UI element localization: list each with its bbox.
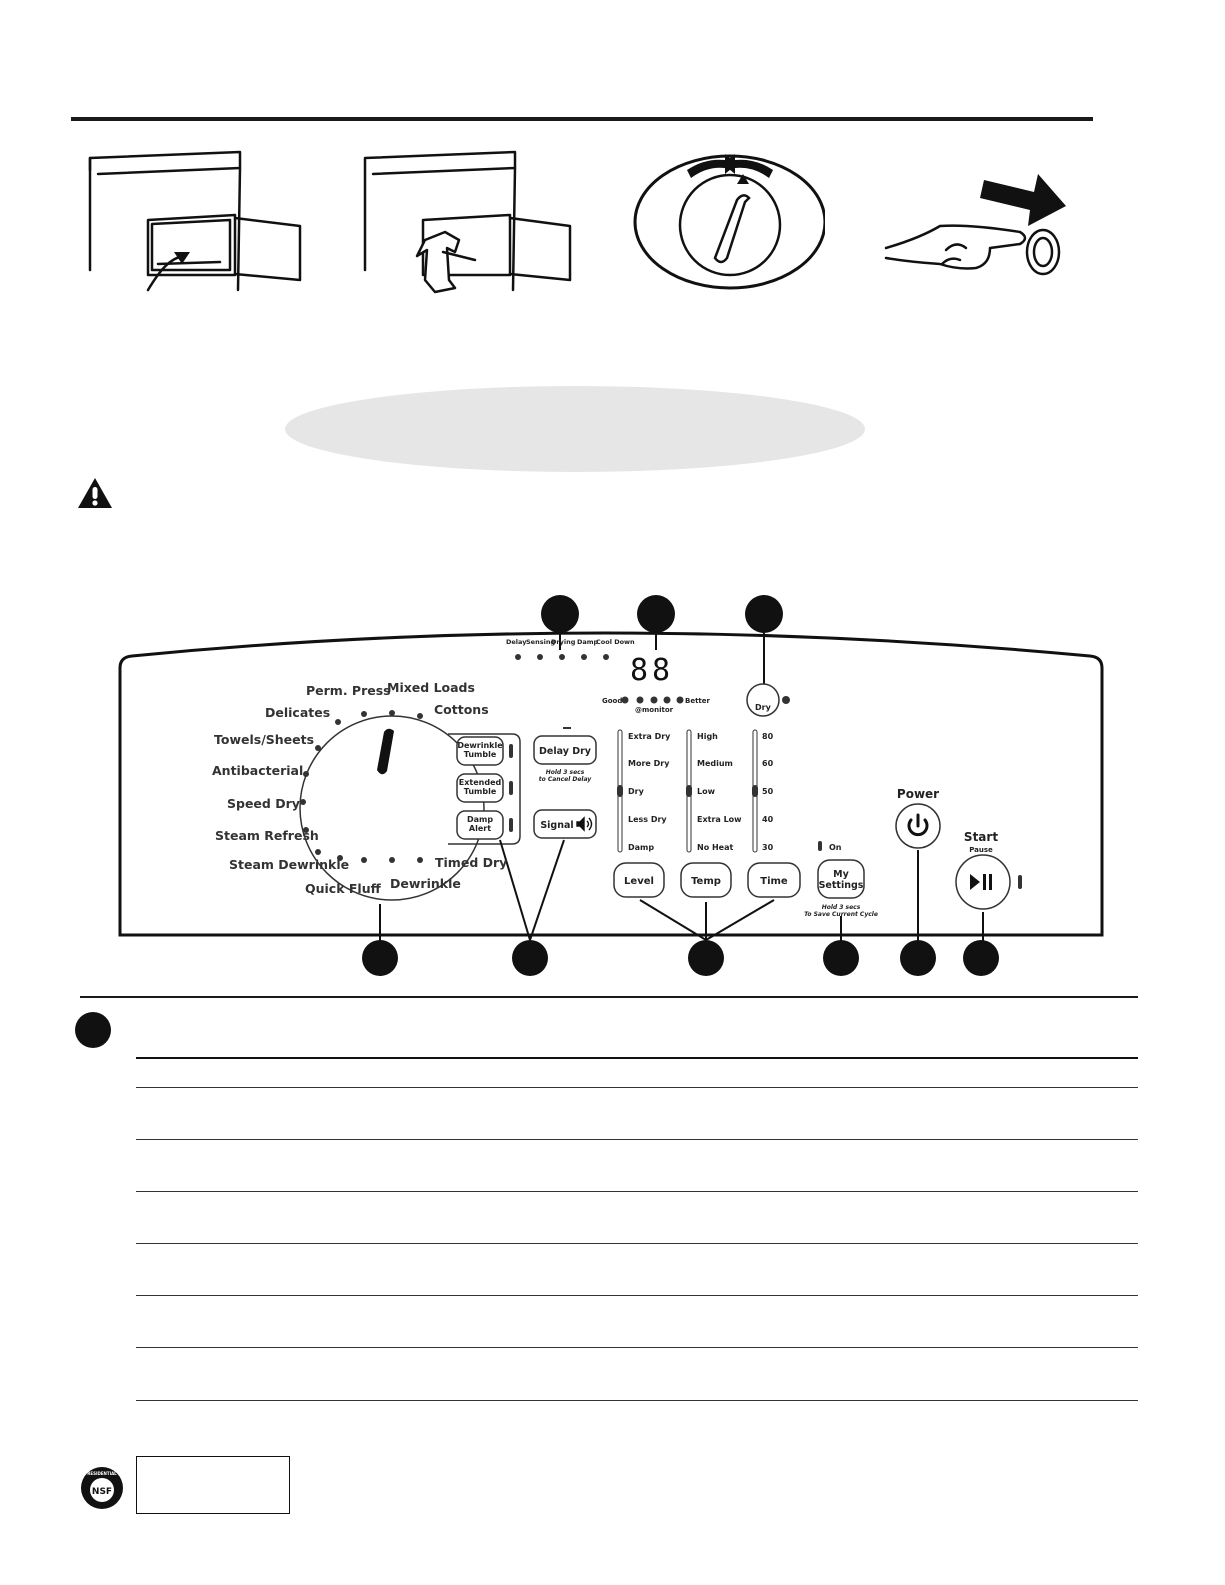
time-option: 60 [762,759,774,768]
time-option: 40 [762,815,774,824]
section-rule [80,996,1138,998]
monitor-label: @monitor [635,706,674,714]
power-label: Power [896,787,940,801]
my-settings-label: My [833,869,849,880]
cycle-timed-dry: Timed Dry [435,855,508,870]
level-option: Dry [628,787,644,796]
callout-marker [745,595,783,633]
level-button-label: Level [624,876,654,887]
table-row-rule [136,1139,1138,1140]
my-settings-note: Hold 3 secs [821,904,861,911]
temp-option: High [697,732,718,741]
table-row-rule [136,1400,1138,1401]
callout-marker [688,940,724,976]
start-label: Start [963,830,999,844]
digital-display: 88 [630,653,675,688]
cycle-cottons: Cottons [434,702,489,717]
svg-text:NSF: NSF [91,1487,113,1497]
status-label-sensing: Sensing [526,638,556,646]
temp-option: Medium [697,759,733,768]
extended-tumble-label: Tumble [463,787,497,796]
cycle-antibacterial: Antibacterial [212,763,304,778]
temp-option: Extra Low [697,815,742,824]
callout-marker [963,940,999,976]
damp-alert-label: Alert [468,824,492,833]
temp-option: Low [697,787,715,796]
status-label-delay: Delay [506,638,527,646]
cycle-towels-sheets: Towels/Sheets [214,732,315,747]
panel-outline [120,633,1102,935]
status-label-cool-down: Cool Down [596,638,635,646]
my-settings-note: To Save Current Cycle [804,911,878,918]
callout-marker [637,595,675,633]
cycle-steam-refresh: Steam Refresh [215,828,319,843]
time-button-label: Time [760,876,788,887]
cycle-steam-dewrinkle: Steam Dewrinkle [229,857,350,872]
svg-text:RESIDENTIAL: RESIDENTIAL [87,1471,117,1476]
delay-dry-note: to Cancel Delay [538,776,592,783]
status-label-damp: Damp [577,638,599,646]
extended-tumble-label: Extended [458,778,502,787]
pause-label: Pause [969,846,993,854]
status-label-drying: Drying [551,638,576,646]
temp-option: No Heat [697,843,734,852]
level-option: More Dry [628,759,670,768]
cycle-mixed-loads: Mixed Loads [387,680,475,695]
monitor-good-label: Good [602,697,623,705]
time-option: 80 [762,732,774,741]
delay-dry-label: Delay Dry [539,746,591,757]
callout-marker [75,1012,111,1048]
cycle-perm-press: Perm. Press [306,683,391,698]
callout-marker [512,940,548,976]
temp-button-label: Temp [691,876,721,887]
time-option: 30 [762,843,774,852]
level-option: Damp [628,843,655,852]
cycle-speed-dry: Speed Dry [227,796,300,811]
level-option: Extra Dry [628,732,671,741]
dewrinkle-tumble-label: Dewrinkle [457,741,503,750]
callout-marker [823,940,859,976]
cycle-quick-fluff: Quick Fluff [305,881,381,896]
cycle-dewrinkle: Dewrinkle [390,876,461,891]
my-settings-label: Settings [818,880,864,891]
table-row-rule [136,1347,1138,1348]
callout-marker [541,595,579,633]
nsf-logo [80,1466,124,1510]
damp-alert-label: Damp [466,815,494,824]
time-option: 50 [762,787,774,796]
callout-marker [900,940,936,976]
table-row-rule [136,1243,1138,1244]
dry-button-label: Dry [755,703,771,712]
cycle-delicates: Delicates [265,705,331,720]
table-row-rule [136,1295,1138,1296]
table-header-rule [136,1057,1138,1059]
level-option: Less Dry [628,815,667,824]
table-row-rule [136,1087,1138,1088]
nsf-label-box [136,1456,290,1514]
table-row-rule [136,1191,1138,1192]
monitor-better-label: Better [685,697,710,705]
callout-marker [362,940,398,976]
delay-dry-note: Hold 3 secs [545,769,585,776]
dewrinkle-tumble-label: Tumble [463,750,497,759]
signal-label: Signal [540,820,574,831]
my-settings-on-label: On [829,843,842,852]
